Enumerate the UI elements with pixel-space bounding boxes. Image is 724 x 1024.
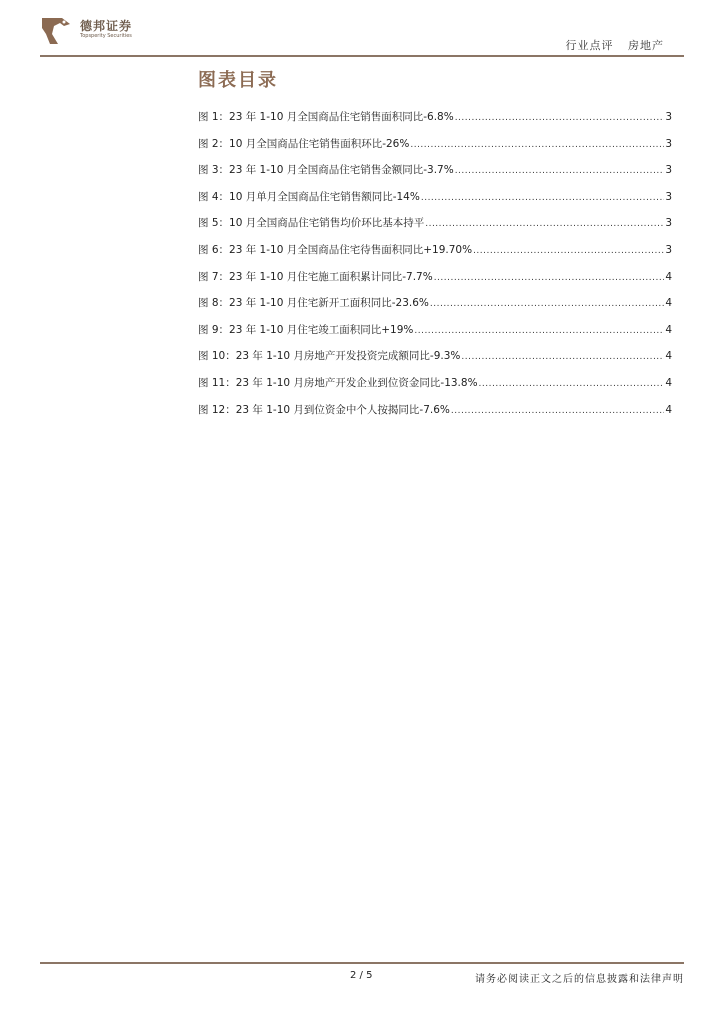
toc-item-text: 图 6：23 年 1-10 月全国商品住宅待售面积同比+19.70% [198,243,473,256]
subcategory-label: 房地产 [628,39,664,52]
toc-leader-dots [451,404,664,416]
brand-name-en: Topsperity Securities [80,33,132,39]
toc-item-text: 图 1：23 年 1-10 月全国商品住宅销售面积同比-6.8% [198,111,454,123]
toc-leader-dots [461,350,664,362]
toc-item[interactable] [198,375,672,402]
toc-item[interactable] [198,348,672,375]
toc-title: 图表目录 [198,70,278,91]
toc-leader-dots [425,217,664,229]
toc-item-text: 图 5：10 月全国商品住宅销售均价环比基本持平 [198,217,425,230]
toc-item-text: 图 10：23 年 1-10 月房地产开发投资完成额同比-9.3% [198,350,461,363]
toc-item[interactable] [198,242,672,269]
toc-item-page: 3 [665,190,672,203]
toc-item[interactable] [198,189,672,216]
toc-item-page: 3 [665,137,672,150]
toc-leader-dots [473,244,664,256]
toc-item-page: 3 [665,111,672,123]
report-category [566,37,665,53]
toc-leader-dots [430,297,664,309]
company-logo [40,14,160,48]
toc-leader-dots [414,324,664,336]
toc-item-text: 图 8：23 年 1-10 月住宅新开工面积同比-23.6% [198,297,429,310]
header-divider [40,55,684,57]
toc-item[interactable] [198,136,672,163]
figure-toc-list [198,109,672,428]
toc-item-page: 3 [665,164,672,177]
toc-leader-dots [410,138,664,150]
toc-item-text: 图 4：10 月单月全国商品住宅销售额同比-14% [198,190,420,203]
page-number: 2 / 5 [350,970,373,981]
footer-divider [40,962,684,964]
toc-item-text: 图 9：23 年 1-10 月住宅竣工面积同比+19% [198,323,414,336]
toc-item-text: 图 3：23 年 1-10 月全国商品住宅销售金额同比-3.7% [198,164,454,177]
toc-item-page: 4 [665,350,672,363]
toc-item-page: 4 [665,403,672,416]
toc-item[interactable] [198,402,672,429]
category-label: 行业点评 [565,39,614,52]
toc-leader-dots [455,164,665,176]
toc-leader-dots [421,191,664,203]
toc-item-page: 3 [665,243,672,256]
toc-leader-dots [479,377,665,389]
toc-item-page: 4 [665,270,672,283]
toc-item-page: 4 [665,323,672,336]
toc-item[interactable] [198,162,672,189]
toc-item[interactable] [198,322,672,349]
legal-disclaimer: 请务必阅读正文之后的信息披露和法律声明 [475,974,684,985]
toc-item-text: 图 7：23 年 1-10 月住宅施工面积累计同比-7.7% [198,270,433,283]
toc-item-text: 图 2：10 月全国商品住宅销售面积环比-26% [198,137,410,150]
logo-mark-icon [40,14,74,48]
toc-leader-dots [455,111,665,123]
toc-leader-dots [434,271,665,283]
toc-item[interactable] [198,269,672,296]
brand-name-cn: 德邦证券 [80,19,133,33]
toc-item[interactable] [198,295,672,322]
toc-item[interactable] [198,109,672,136]
toc-item-text: 图 11：23 年 1-10 月房地产开发企业到位资金同比-13.8% [198,376,478,389]
toc-item[interactable] [198,215,672,242]
toc-item-page: 4 [665,297,672,310]
toc-item-page: 3 [665,217,672,230]
toc-item-text: 图 12：23 年 1-10 月到位资金中个人按揭同比-7.6% [198,403,450,416]
toc-item-page: 4 [665,376,672,389]
